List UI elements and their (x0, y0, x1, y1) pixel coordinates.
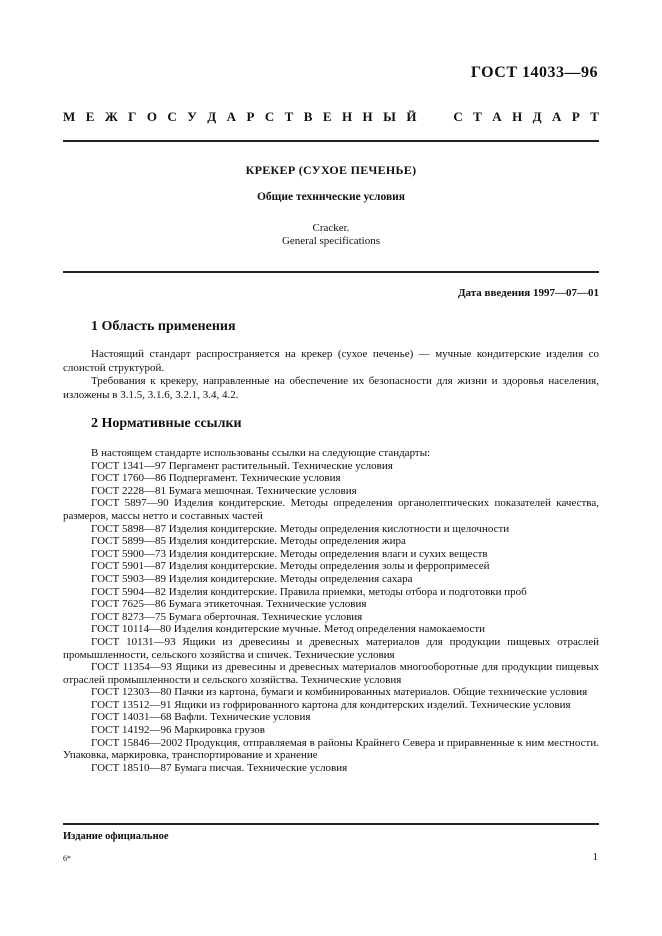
reference-item: ГОСТ 5897—90 Изделия кондитерские. Методы определения органолептических показателей качества, размеров, массы нетто и составных частей (63, 497, 599, 522)
heading-letter: Г (128, 109, 137, 124)
footer-mark: 6* (63, 854, 71, 863)
heading-letter: А (492, 109, 502, 124)
heading-letter: Т (590, 109, 599, 124)
heading-letter: С (453, 109, 463, 124)
heading-letter: Н (341, 109, 353, 124)
heading-letter: Р (571, 109, 580, 124)
heading-letter: А (226, 109, 236, 124)
heading-letter: У (187, 109, 197, 124)
heading-letter: Е (322, 109, 332, 124)
reference-item: ГОСТ 5904—82 Изделия кондитерские. Правила приемки, методы отбора и подготовки проб (91, 585, 527, 598)
heading-letter: Н (512, 109, 523, 124)
reference-item: ГОСТ 2228—81 Бумага мешочная. Технические условия (91, 484, 357, 497)
english-title-line-2: General specifications (281, 235, 381, 247)
document-subtitle: Общие технические условия (256, 191, 406, 203)
heading-letter: С (167, 109, 177, 124)
title-block (63, 163, 599, 248)
reference-item: ГОСТ 5899—85 Изделия кондитерские. Методы определения жира (91, 535, 406, 548)
reference-item: ГОСТ 13512—91 Ящики из гофрированного картона для кондитерских изделий. Технические условия (91, 698, 571, 711)
heading-letter: Е (85, 109, 95, 124)
heading-letter: В (303, 109, 313, 124)
reference-item: ГОСТ 5901—87 Изделия кондитерские. Методы определения золы и ферропримесей (91, 560, 490, 573)
page-number: 1 (592, 851, 598, 863)
heading-letter: Т (473, 109, 482, 124)
title-rule (63, 271, 599, 273)
document-title: КРЕКЕР (СУХОЕ ПЕЧЕНЬЕ) (245, 163, 417, 177)
section-heading-references: 2 Нормативные ссылки (91, 416, 242, 431)
footer-rule (63, 823, 599, 825)
reference-item: ГОСТ 1341—97 Пергамент растительный. Технические условия (91, 459, 393, 472)
paragraph: Настоящий стандарт распространяется на крекер (сухое печенье) — мучные кондитерские изделия со слоистой структурой. (63, 348, 599, 374)
references-intro: В настоящем стандарте использованы ссылки на следующие стандарты: (91, 447, 431, 459)
references-list (63, 447, 599, 774)
heading-letter: Д (532, 109, 542, 124)
gost-code: ГОСТ 14033—96 (470, 64, 598, 81)
heading-letter: О (146, 109, 157, 124)
reference-item: ГОСТ 7625—86 Бумага этикеточная. Технические условия (91, 598, 367, 611)
english-title (63, 222, 599, 248)
word-gap (427, 109, 443, 125)
reference-item: ГОСТ 5900—73 Изделия кондитерские. Методы определения влаги и сухих веществ (91, 547, 488, 560)
reference-item: ГОСТ 10114—80 Изделия кондитерские мучные. Метод определения намокаемости (91, 623, 486, 636)
reference-item: ГОСТ 5903—89 Изделия кондитерские. Методы определения сахара (91, 572, 413, 585)
reference-item: ГОСТ 14192—96 Маркировка грузов (91, 724, 265, 737)
reference-item: ГОСТ 8273—75 Бумага оберточная. Технические условия (91, 610, 363, 623)
heading-letter: Д (207, 109, 217, 124)
reference-item: ГОСТ 18510—87 Бумага писчая. Технические условия (91, 761, 348, 774)
heading-letter: Ж (104, 109, 118, 124)
introduction-date: Дата введения 1997—07—01 (457, 287, 599, 299)
heading-letter: Ы (383, 109, 396, 124)
standard-type-heading (63, 109, 599, 125)
heading-letter: Р (246, 109, 255, 124)
heading-letter: Й (406, 109, 417, 124)
heading-letter: С (264, 109, 275, 124)
reference-item: ГОСТ 10131—93 Ящики из древесины и древесных материалов для продукции пищевых отраслей промышленности, сельского хозяйства и спичек. Технические условия (63, 635, 599, 661)
heading-letter: Н (362, 109, 373, 124)
english-title-line-1: Cracker. (312, 222, 350, 234)
scope-text (63, 348, 599, 402)
reference-item: ГОСТ 5898—87 Изделия кондитерские. Методы определения кислотности и щелочности (91, 522, 510, 535)
paragraph: Требования к крекеру, направленные на обеспечение их безопасности для жизни и здоровья населения, изложены в 3.1.5, 3.1.6, 3.2.1, 3.4, 4.2. (63, 375, 599, 401)
heading-letter: Т (284, 109, 294, 124)
heading-letter: М (63, 109, 76, 124)
header-rule (63, 140, 599, 142)
heading-letter: А (552, 109, 562, 124)
official-edition-label: Издание официальное (63, 831, 169, 842)
reference-item: ГОСТ 14031—68 Вафли. Технические условия (91, 711, 311, 724)
reference-item: ГОСТ 12303—80 Пачки из картона, бумаги и комбинированных материалов. Общие технические условия (91, 686, 588, 699)
section-heading-scope: 1 Область применения (91, 319, 236, 334)
reference-item: ГОСТ 11354—93 Ящики из древесины и древесных материалов многооборотные для продукции пищевых отраслей промышленности и сельского хозяйства. Технические условия (63, 661, 599, 686)
reference-item: ГОСТ 1760—86 Подпергамент. Технические условия (91, 472, 341, 485)
reference-item: ГОСТ 15846—2002 Продукция, отправляемая в районы Крайнего Севера и приравненные к ним местности. Упаковка, маркировка, транспортирование и хранение (63, 736, 599, 762)
